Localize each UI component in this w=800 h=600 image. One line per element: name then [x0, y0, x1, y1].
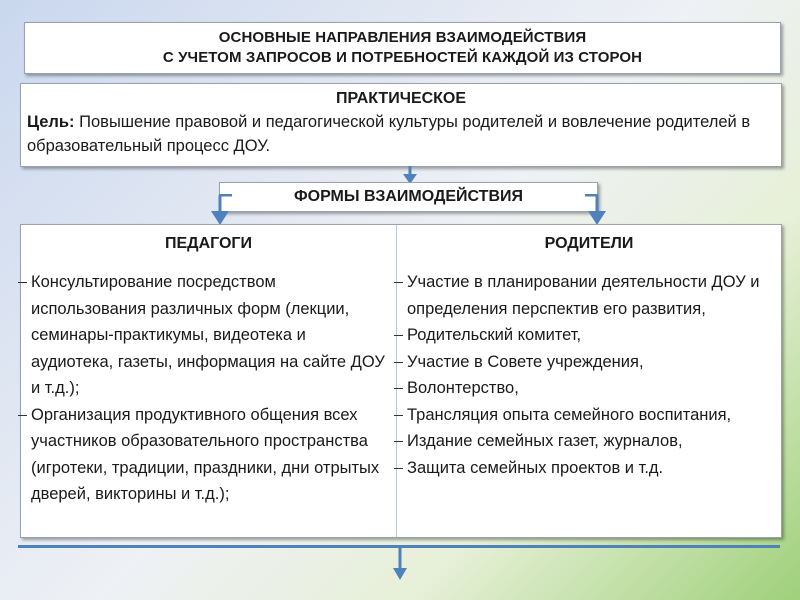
arrow-down-left-icon	[206, 194, 232, 226]
list-item: Издание семейных газет, журналов,	[399, 428, 781, 455]
list-item: Участие в планировании деятельности ДОУ и определения перспектив его развития,	[399, 269, 781, 322]
parents-list	[399, 269, 781, 481]
list-item: Трансляция опыта семейного воспитания,	[399, 402, 781, 429]
participants-box	[20, 224, 782, 538]
title-line-1: ОСНОВНЫЕ НАПРАВЛЕНИЯ ВЗАИМОДЕЙСТВИЯ	[218, 29, 587, 46]
column-divider	[396, 225, 397, 537]
arrow-down-right-icon	[585, 194, 611, 226]
teachers-heading: ПЕДАГОГИ	[165, 235, 252, 252]
goal-description: Повышение правовой и педагогической культуры родителей и вовлечение родителей в образовательный процесс ДОУ.	[27, 113, 751, 155]
teachers-list	[23, 269, 391, 508]
list-item: Волонтерство,	[399, 375, 781, 402]
arrow-down-bottom-icon	[392, 546, 408, 582]
title-box	[24, 22, 781, 74]
parents-heading: РОДИТЕЛИ	[544, 235, 634, 252]
goal-label: Цель:	[27, 113, 75, 131]
list-item: Участие в Совете учреждения,	[399, 349, 781, 376]
forms-heading: ФОРМЫ ВЗАИМОДЕЙСТВИЯ	[293, 188, 524, 205]
practical-heading: ПРАКТИЧЕСКОЕ	[335, 90, 467, 107]
forms-of-interaction-box	[219, 182, 598, 212]
goal-text	[27, 110, 775, 158]
list-item: Консультирование посредством использования различных форм (лекции, семинары-практикумы, видеотека и аудиотека, газеты, информация на сайте ДОУ и т.д.);	[23, 269, 391, 402]
list-item: Организация продуктивного общения всех участников образовательного пространства (игротеки, традиции, праздники, дни отрытых дверей, викторины и т.д.);	[23, 402, 391, 508]
list-item: Защита семейных проектов и т.д.	[399, 455, 781, 482]
list-item: Родительский комитет,	[399, 322, 781, 349]
practical-direction-box	[20, 83, 782, 167]
title-line-2: С УЧЕТОМ ЗАПРОСОВ И ПОТРЕБНОСТЕЙ КАЖДОЙ ИЗ СТОРОН	[162, 49, 643, 66]
